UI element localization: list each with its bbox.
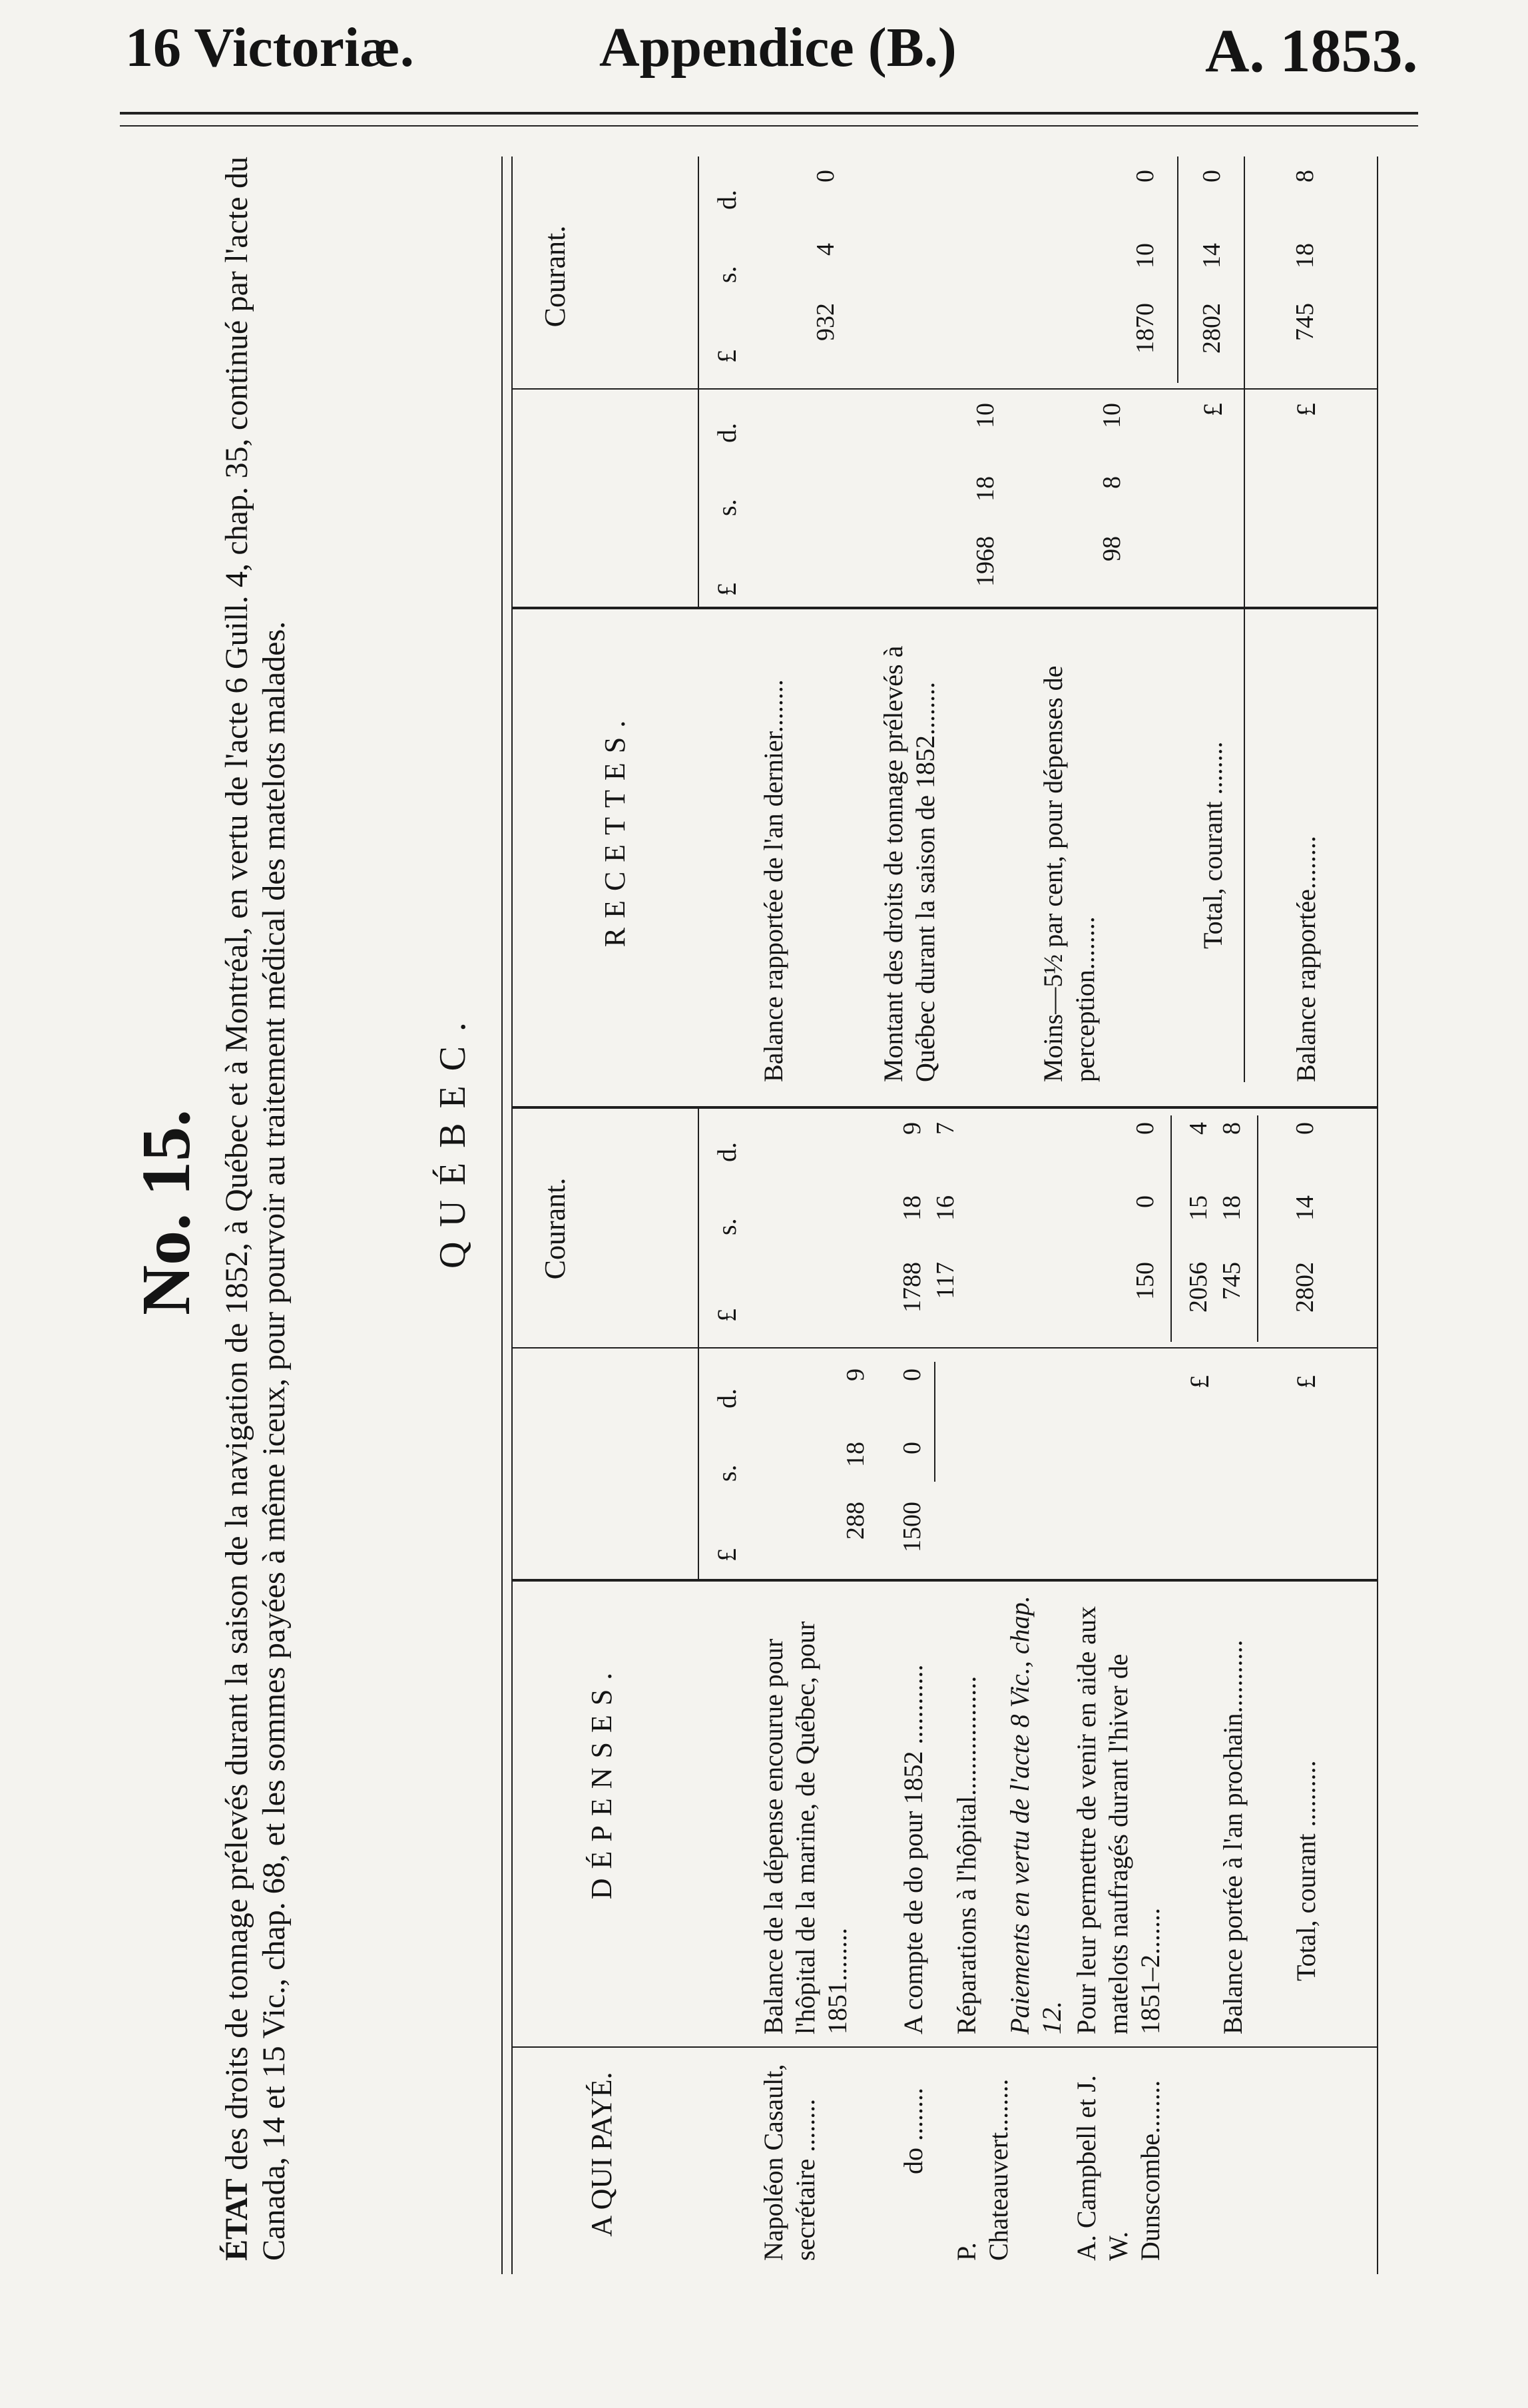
dep-balance-desc: Balance portée à l'an prochain........... <box>1218 1640 1248 2034</box>
dep-balance-l: 745 <box>1218 1262 1246 1300</box>
dep-row-payee: A. Campbell et J. W. Dunscombe........ <box>1071 2075 1165 2261</box>
dep-total-desc: Total, courant .......... <box>1291 1760 1321 1981</box>
intro-lead: ÉTAT <box>219 2178 254 2261</box>
dep-row-l: 1500 <box>898 1502 926 1552</box>
dep-row-s: 18 <box>842 1442 870 1467</box>
dep-unit-d: d. <box>712 1388 742 1408</box>
dep-row-desc: Balance de la dépense encourue pour l'hôpital de la marine, de Québec, pour 1851........ <box>758 1621 852 2034</box>
document-number: No. 15. <box>128 1109 204 1315</box>
rec-row-cur-l: 932 <box>812 303 840 341</box>
rec-row-s: 8 <box>1098 476 1126 489</box>
rec-cur-unit-d: d. <box>712 190 742 210</box>
col-divider <box>511 1106 1377 1109</box>
table-top-rule <box>501 156 503 2274</box>
total-rule <box>1177 156 1178 383</box>
dep-row-heading: Paiements en vertu de l'acte 8 Vic., chap. 12. <box>1005 1596 1067 2034</box>
section-rule <box>1244 156 1245 1082</box>
rec-total-label: £ <box>1198 403 1228 416</box>
rec-row-cur-l: 1870 <box>1131 303 1159 354</box>
rec-balance-label: £ <box>1291 403 1321 416</box>
dep-subtotal-s: 15 <box>1184 1195 1212 1221</box>
rec-total-desc: Total, courant ........ <box>1198 741 1228 949</box>
dep-row-cur-d: 9 <box>898 1122 926 1135</box>
dep-subtotal-d: 4 <box>1184 1122 1212 1135</box>
intro-text: des droits de tonnage prélevés durant la saison de la navigation de 1852, à Québec et à Montréal, en vertu de l'acte 6 Guill. 4, chap. 35, continué par l'acte du Canada, 14 et 15 Vic., chap. 68, et les sommes payées à même iceux, pour pourvoir au traitement médical des matelots malades. <box>219 156 292 2261</box>
dep-row-payee: P. Chateauvert........ <box>951 2078 1013 2261</box>
header-session: 16 Victoriæ. <box>125 17 414 79</box>
rec-unit-l: £ <box>712 583 742 596</box>
col-divider <box>511 2046 1377 2048</box>
dep-row-cur-l: 1788 <box>898 1262 926 1313</box>
rec-unit-s: s. <box>712 499 742 516</box>
header-appendix: Appendice (B.) <box>599 17 957 79</box>
dep-row-cur-l: 117 <box>931 1262 959 1299</box>
rec-total-l: 2802 <box>1198 303 1226 354</box>
subtotal-rule <box>1170 1115 1172 1342</box>
dep-row-cur-d: 0 <box>1131 1122 1159 1135</box>
rec-row-cur-d: 0 <box>1131 170 1159 182</box>
section-title: QUÉBEC. <box>432 1008 473 1269</box>
dep-row-desc: A compte de do pour 1852 ............ <box>898 1664 928 2034</box>
rec-row-l: 1968 <box>971 536 999 587</box>
dep-subtotal-label: £ <box>1184 1375 1214 1388</box>
total-rule <box>1257 1115 1258 1342</box>
rotated-table-page <box>119 137 1417 2281</box>
dep-total-d: 0 <box>1291 1122 1319 1135</box>
dep-row-d: 9 <box>842 1368 870 1381</box>
recettes-courant-header: Courant. <box>539 225 571 328</box>
dep-row-desc: Réparations à l'hôpital.................. <box>951 1675 981 2034</box>
col-payee-header: A QUI PAYÉ. <box>585 2072 618 2237</box>
rec-row-l: 98 <box>1098 536 1126 561</box>
rec-balance-s: 18 <box>1291 243 1319 268</box>
header-rule <box>120 112 1418 115</box>
dep-row-l: 288 <box>842 1502 870 1540</box>
dep-unit-l: £ <box>712 1548 742 1562</box>
dep-balance-s: 18 <box>1218 1195 1246 1221</box>
dep-cur-unit-l: £ <box>712 1309 742 1322</box>
unit-rule <box>698 1109 699 1582</box>
rec-unit-d: d. <box>712 423 742 443</box>
rec-total-s: 14 <box>1198 243 1226 268</box>
dep-unit-s: s. <box>712 1464 742 1482</box>
rec-row-cur-s: 4 <box>812 243 840 256</box>
rec-row-cur-d: 0 <box>812 170 840 182</box>
table-bottom-rule <box>1377 156 1378 2274</box>
unit-rule <box>698 156 699 609</box>
rec-row-desc: Moins—5½ par cent, pour dépenses de perception........ <box>1038 665 1100 1082</box>
rec-total-d: 0 <box>1198 170 1226 182</box>
depenses-courant-header: Courant. <box>539 1177 571 1280</box>
dep-row-s: 0 <box>898 1442 926 1454</box>
rec-row-cur-s: 10 <box>1131 243 1159 268</box>
col-recettes-header: RECETTES. <box>599 711 631 948</box>
dep-total-l: 2802 <box>1291 1262 1319 1313</box>
rec-balance-desc: Balance rapportée........ <box>1291 836 1321 1082</box>
dep-cur-unit-s: s. <box>712 1218 742 1235</box>
dep-row-cur-d: 7 <box>931 1122 959 1135</box>
subtotal-rule <box>934 1362 935 1482</box>
dep-row-cur-s: 0 <box>1131 1195 1159 1208</box>
dep-total-s: 14 <box>1291 1195 1319 1221</box>
rec-row-desc: Balance rapportée de l'an dernier........ <box>758 679 788 1082</box>
dep-cur-unit-d: d. <box>712 1142 742 1162</box>
dep-subtotal-l: 2056 <box>1184 1262 1212 1313</box>
dep-total-label: £ <box>1291 1375 1321 1388</box>
dep-row-payee: do ........ <box>898 2088 928 2174</box>
rec-row-d: 10 <box>1098 403 1126 428</box>
col-depenses-header: DÉPENSES. <box>585 1663 618 1900</box>
col-divider <box>511 388 1377 390</box>
col-divider <box>511 1579 1377 1582</box>
dep-balance-d: 8 <box>1218 1122 1246 1135</box>
table-top-rule-2 <box>511 156 513 2274</box>
dep-row-payee: Napoléon Casault, secrétaire ........ <box>758 2064 820 2261</box>
rec-balance-l: 745 <box>1291 303 1319 341</box>
header-year: A. 1853. <box>1205 17 1418 85</box>
dep-row-cur-s: 18 <box>898 1195 926 1221</box>
dep-row-desc: Pour leur permettre de venir en aide aux matelots naufragés durant l'hiver de 1851–2....... <box>1071 1606 1165 2034</box>
document-intro <box>218 156 293 2261</box>
col-divider <box>511 607 1377 609</box>
dep-row-d: 0 <box>898 1368 926 1381</box>
rec-row-s: 18 <box>971 476 999 501</box>
rec-cur-unit-l: £ <box>712 350 742 363</box>
header-rule-thin <box>120 125 1418 127</box>
rec-cur-unit-s: s. <box>712 266 742 283</box>
rec-row-desc: Montant des droits de tonnage prélevés à Québec durant la saison de 1852........ <box>878 645 940 1082</box>
rec-balance-d: 8 <box>1291 170 1319 182</box>
dep-row-cur-l: 150 <box>1131 1262 1159 1300</box>
rec-row-d: 10 <box>971 403 999 428</box>
dep-row-cur-s: 16 <box>931 1195 959 1221</box>
col-divider <box>511 1347 1377 1349</box>
